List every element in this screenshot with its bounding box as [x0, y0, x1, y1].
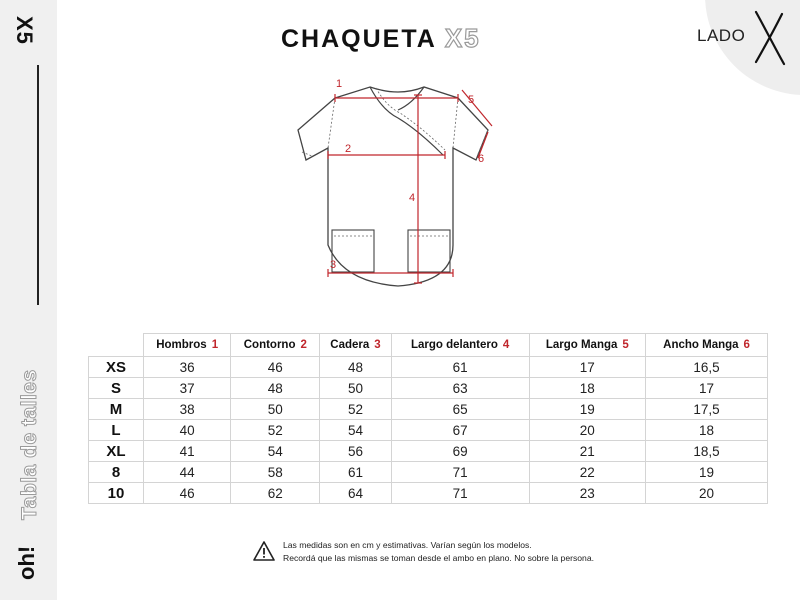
marker-5: 5: [468, 94, 475, 106]
table-header-row: [89, 334, 768, 357]
size-label: 8: [89, 462, 144, 483]
table-cell: 63: [391, 378, 529, 399]
table-row: [89, 483, 768, 504]
size-label: S: [89, 378, 144, 399]
table-cell: 46: [231, 357, 320, 378]
table-cell: 52: [320, 399, 391, 420]
brand-logo: oh!: [14, 545, 39, 580]
table-cell: 18: [646, 420, 768, 441]
table-cell: 44: [144, 462, 231, 483]
table-cell: 65: [391, 399, 529, 420]
table-cell: 54: [320, 420, 391, 441]
table-cell: 19: [646, 462, 768, 483]
column-header: Ancho Manga 6: [646, 334, 768, 357]
table-row: [89, 357, 768, 378]
page-title: [281, 23, 481, 54]
size-label: XL: [89, 441, 144, 462]
marker-2: 2: [345, 143, 352, 155]
title-model: X5: [444, 23, 481, 53]
table-cell: 71: [391, 483, 529, 504]
table-row: [89, 462, 768, 483]
table-cell: 56: [320, 441, 391, 462]
garment-outline: [298, 87, 488, 286]
table-row: [89, 399, 768, 420]
size-label: L: [89, 420, 144, 441]
column-header: Hombros 1: [144, 334, 231, 357]
table-cell: 69: [391, 441, 529, 462]
table-cell: 48: [320, 357, 391, 378]
table-cell: 61: [391, 357, 529, 378]
size-chart-label: Tabla de talles: [18, 369, 41, 520]
table-cell: 38: [144, 399, 231, 420]
table-cell: 41: [144, 441, 231, 462]
table-cell: 71: [391, 462, 529, 483]
table-cell: 58: [231, 462, 320, 483]
table-cell: 37: [144, 378, 231, 399]
size-label: XS: [89, 357, 144, 378]
table-cell: 16,5: [646, 357, 768, 378]
note-line: Recordá que las mismas se toman desde el ambo en plano. No sobre la persona.: [283, 552, 594, 563]
warning-icon: [253, 540, 275, 562]
sidebar-band: [0, 0, 57, 600]
table-cell: 67: [391, 420, 529, 441]
marker-3: 3: [330, 259, 337, 271]
table-cell: 52: [231, 420, 320, 441]
column-header: Cadera 3: [320, 334, 391, 357]
table-cell: 61: [320, 462, 391, 483]
table-cell: 22: [529, 462, 646, 483]
size-label: M: [89, 399, 144, 420]
table-cell: 62: [231, 483, 320, 504]
title-garment: CHAQUETA: [281, 25, 437, 53]
table-cell: 23: [529, 483, 646, 504]
table-cell: 50: [320, 378, 391, 399]
table-cell: 50: [231, 399, 320, 420]
table-row: [89, 441, 768, 462]
table-cell: 54: [231, 441, 320, 462]
column-header: Largo Manga 5: [529, 334, 646, 357]
sidebar-divider: [37, 65, 39, 305]
marker-1: 1: [336, 78, 343, 90]
table-cell: 64: [320, 483, 391, 504]
table-cell: 18,5: [646, 441, 768, 462]
column-header: Contorno 2: [231, 334, 320, 357]
table-cell: 46: [144, 483, 231, 504]
table-cell: 21: [529, 441, 646, 462]
column-header: Largo delantero 4: [391, 334, 529, 357]
table-row: [89, 420, 768, 441]
table-cell: 18: [529, 378, 646, 399]
note-line: Las medidas son en cm y estimativas. Varían según los modelos.: [283, 540, 532, 550]
table-cell: 20: [646, 483, 768, 504]
table-cell: 17: [646, 378, 768, 399]
table-cell: 17: [529, 357, 646, 378]
table-cell: 40: [144, 420, 231, 441]
table-row: [89, 378, 768, 399]
size-label: 10: [89, 483, 144, 504]
garment-diagram: [290, 70, 510, 305]
marker-6: 6: [478, 153, 485, 165]
table-cell: 20: [529, 420, 646, 441]
table-cell: 36: [144, 357, 231, 378]
size-code: X5: [12, 16, 37, 45]
table-cell: 19: [529, 399, 646, 420]
table-cell: 17,5: [646, 399, 768, 420]
table-cell: 48: [231, 378, 320, 399]
brand-x-icon: [752, 8, 788, 68]
brand-text: LADO: [697, 26, 746, 45]
size-table: [88, 333, 768, 504]
measurement-note: [283, 539, 594, 564]
marker-4: 4: [409, 192, 416, 204]
table-corner: [89, 334, 144, 357]
